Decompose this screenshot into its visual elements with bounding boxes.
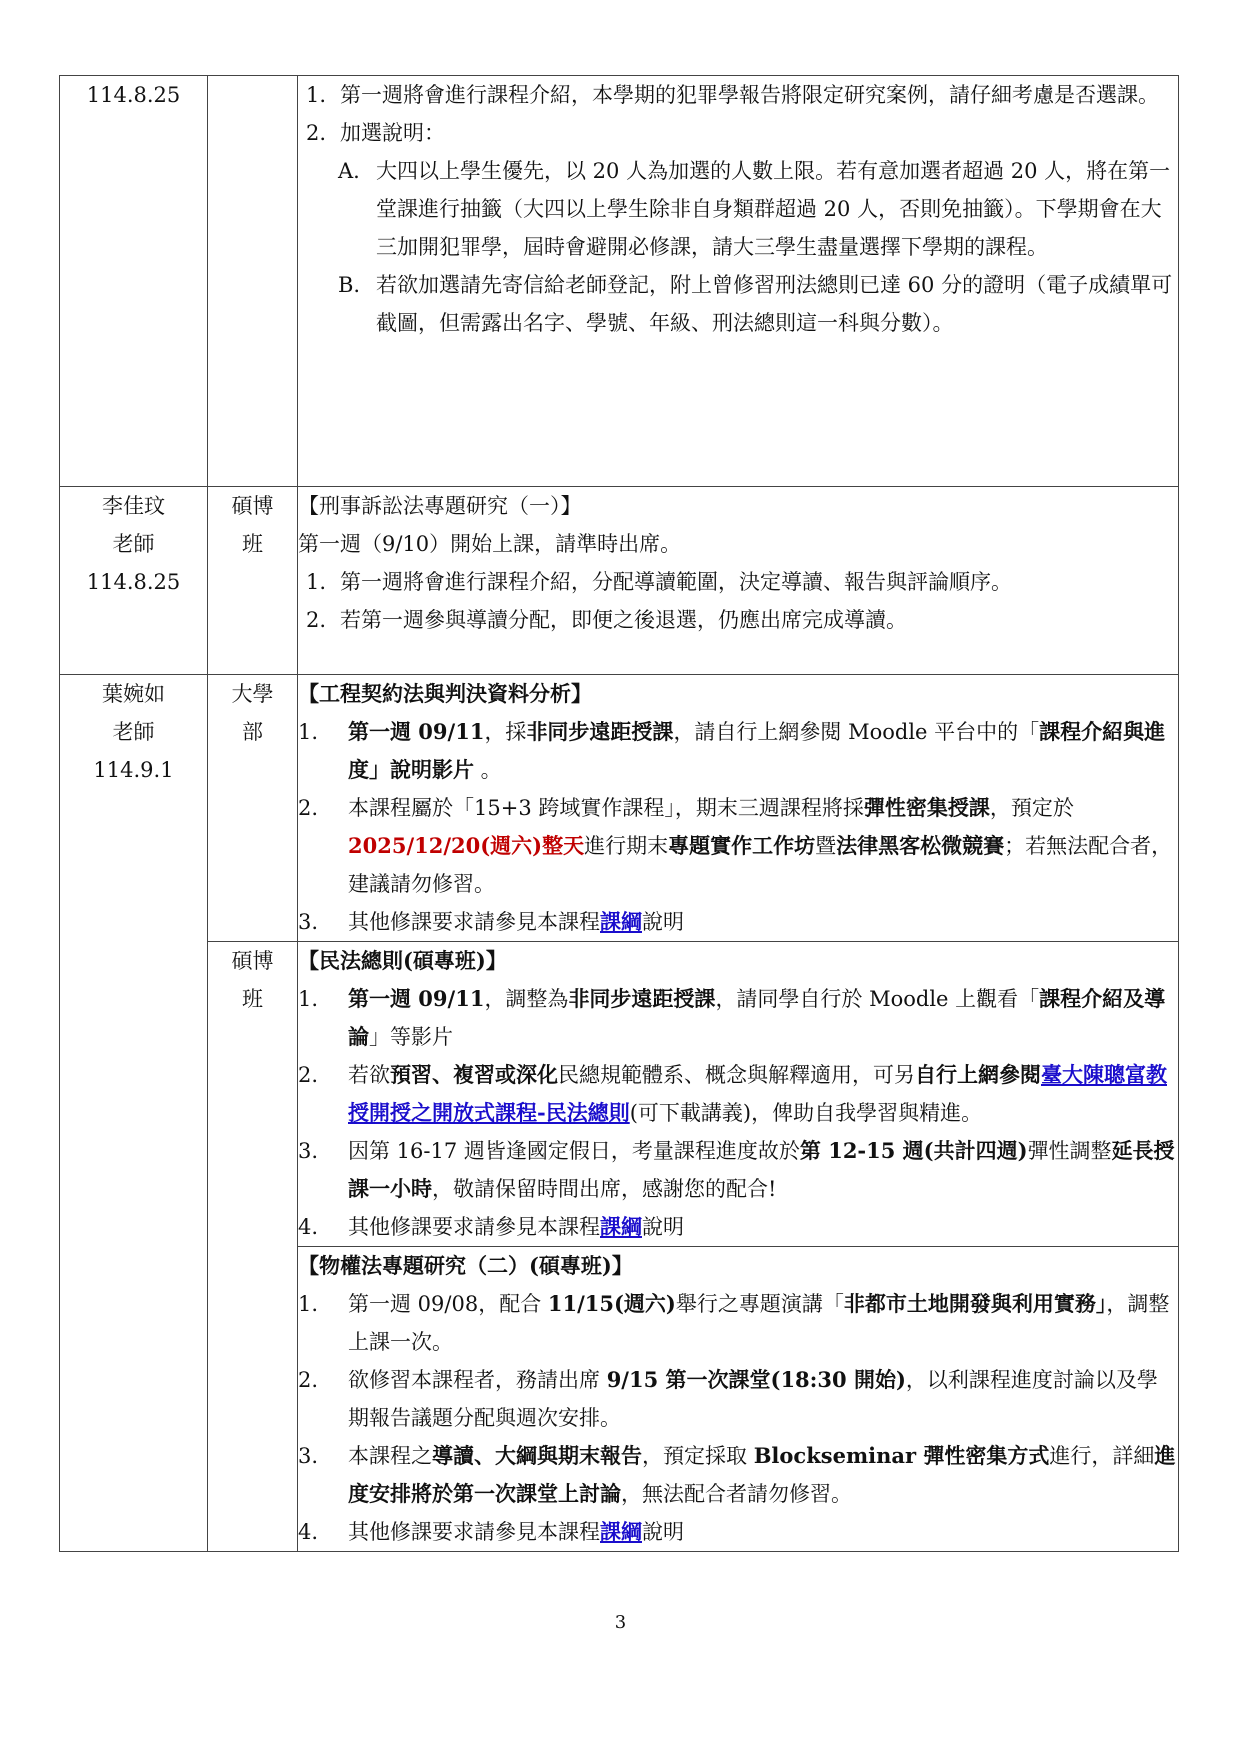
content-cell xyxy=(298,1247,1179,1552)
list-item: 1. 第一週 09/11，採非同步遠距授課，請自行上網參閱 Moodle 平台中的「課程介紹與進度」說明影片 。 xyxy=(298,719,1166,782)
syllabus-link[interactable]: 課綱 xyxy=(600,909,642,934)
list-item: 3. 本課程之導讀、大綱與期末報告，預定採取 Blockseminar 彈性密集方式進行，詳細進度安排將於第一次課堂上討論，無法配合者請勿修習。 xyxy=(298,1443,1176,1506)
list-item: 2. 本課程屬於「15+3 跨域實作課程」，期末三週課程將採彈性密集授課，預定於 2025/12/20(週六)整天進行期末專題實作工作坊暨法律黑客松微競賽；若無法配合者，建議請勿修習。 xyxy=(298,795,1173,896)
list-item: 4. 其他修課要求請參見本課程課綱說明 xyxy=(298,1214,684,1239)
course-title: 【民法總則(碩專班)】 xyxy=(298,948,507,973)
date: 114.8.25 xyxy=(86,83,181,107)
level-cell: 大學 部 xyxy=(208,675,298,942)
list-item: 3. 因第 16-17 週皆逢國定假日，考量課程進度故於第 12-15 週(共計四週)彈性調整延長授課一小時，敬請保留時間出席，感謝您的配合! xyxy=(298,1138,1175,1201)
list-item: 4. 其他修課要求請參見本課程課綱說明 xyxy=(298,1519,684,1544)
level-cell xyxy=(208,76,298,487)
list-item: 2. 欲修習本課程者，務請出席 9/15 第一次課堂(18:30 開始)，以利課程進度討論以及學期報告議題分配與週次安排。 xyxy=(298,1367,1158,1430)
list-item: 3. 其他修課要求請參見本課程課綱說明 xyxy=(298,909,684,934)
list-item: 1. 第一週 09/08，配合 11/15(週六)舉行之專題演講「非都市土地開發與利用實務」，調整上課一次。 xyxy=(298,1291,1170,1354)
list-item: 1. 第一週將會進行課程介紹，分配導讀範圍，決定導讀、報告與評論順序。 xyxy=(305,570,1012,594)
list-item: 2. 若第一週參與導讀分配，即便之後退選，仍應出席完成導讀。 xyxy=(305,608,907,632)
teacher-cell xyxy=(60,675,208,1552)
teacher-name: 葉婉如 xyxy=(102,682,165,706)
content-cell xyxy=(298,942,1179,1247)
teacher-cell xyxy=(60,487,208,675)
course-intro: 第一週（9/10）開始上課，請準時出席。 xyxy=(298,532,682,556)
content-cell xyxy=(298,76,1179,487)
course-title: 【物權法專題研究（二）(碩專班)】 xyxy=(298,1253,633,1278)
date: 114.8.25 xyxy=(86,570,181,594)
list-item: 1. 第一週 09/11，調整為非同步遠距授課，請同學自行於 Moodle 上觀看「課程介紹及導論」等影片 xyxy=(298,986,1166,1049)
course-title: 【刑事訴訟法專題研究（一）】 xyxy=(298,494,582,518)
teacher-cell xyxy=(60,76,208,487)
notice-table xyxy=(59,75,1179,1552)
course-title: 【工程契約法與判決資料分析】 xyxy=(298,681,592,706)
list-item: 2. 加選說明： xyxy=(305,121,445,145)
list-item: 1. 第一週將會進行課程介紹，本學期的犯罪學報告將限定研究案例，請仔細考慮是否選課。 xyxy=(305,83,1159,107)
table-row xyxy=(60,487,1179,675)
sub-item: A. 大四以上學生優先，以 20 人為加選的人數上限。若有意加選者超過 20 人，將在第一堂課進行抽籤（大四以上學生除非自身類群超過 20 人，否則免抽籤）。下學期會在大三加開犯罪學，屆時會避開必修課，請大三學生盡量選擇下學期的課程。 xyxy=(338,159,1171,259)
table-row xyxy=(60,675,1179,942)
table-row xyxy=(60,942,1179,1247)
teacher-name: 李佳玟 xyxy=(102,494,165,518)
open-course-link[interactable]: 臺大陳聰富教授開授之開放式課程-民法總則 xyxy=(348,1062,1167,1125)
content-cell xyxy=(298,675,1179,942)
table-row xyxy=(60,76,1179,487)
teacher-title: 老師 xyxy=(112,720,155,744)
list-item: 2. 若欲預習、複習或深化民總規範體系、概念與解釋適用，可另自行上網參閱臺大陳聰富教授開授之開放式課程-民法總則(可下載講義)，俾助自我學習與精進。 xyxy=(298,1062,1167,1125)
syllabus-link[interactable]: 課綱 xyxy=(600,1214,642,1239)
syllabus-link[interactable]: 課綱 xyxy=(600,1519,642,1544)
level-cell: 碩博 班 xyxy=(208,487,298,675)
page-number: 3 xyxy=(614,1612,627,1633)
level-cell: 碩博 班 xyxy=(208,942,298,1552)
sub-item: B. 若欲加選請先寄信給老師登記，附上曾修習刑法總則已達 60 分的證明（電子成績單可截圖，但需露出名字、學號、年級、刑法總則這一科與分數）。 xyxy=(338,273,1173,335)
teacher-title: 老師 xyxy=(112,532,155,556)
date: 114.9.1 xyxy=(93,758,174,782)
content-cell xyxy=(298,487,1179,675)
